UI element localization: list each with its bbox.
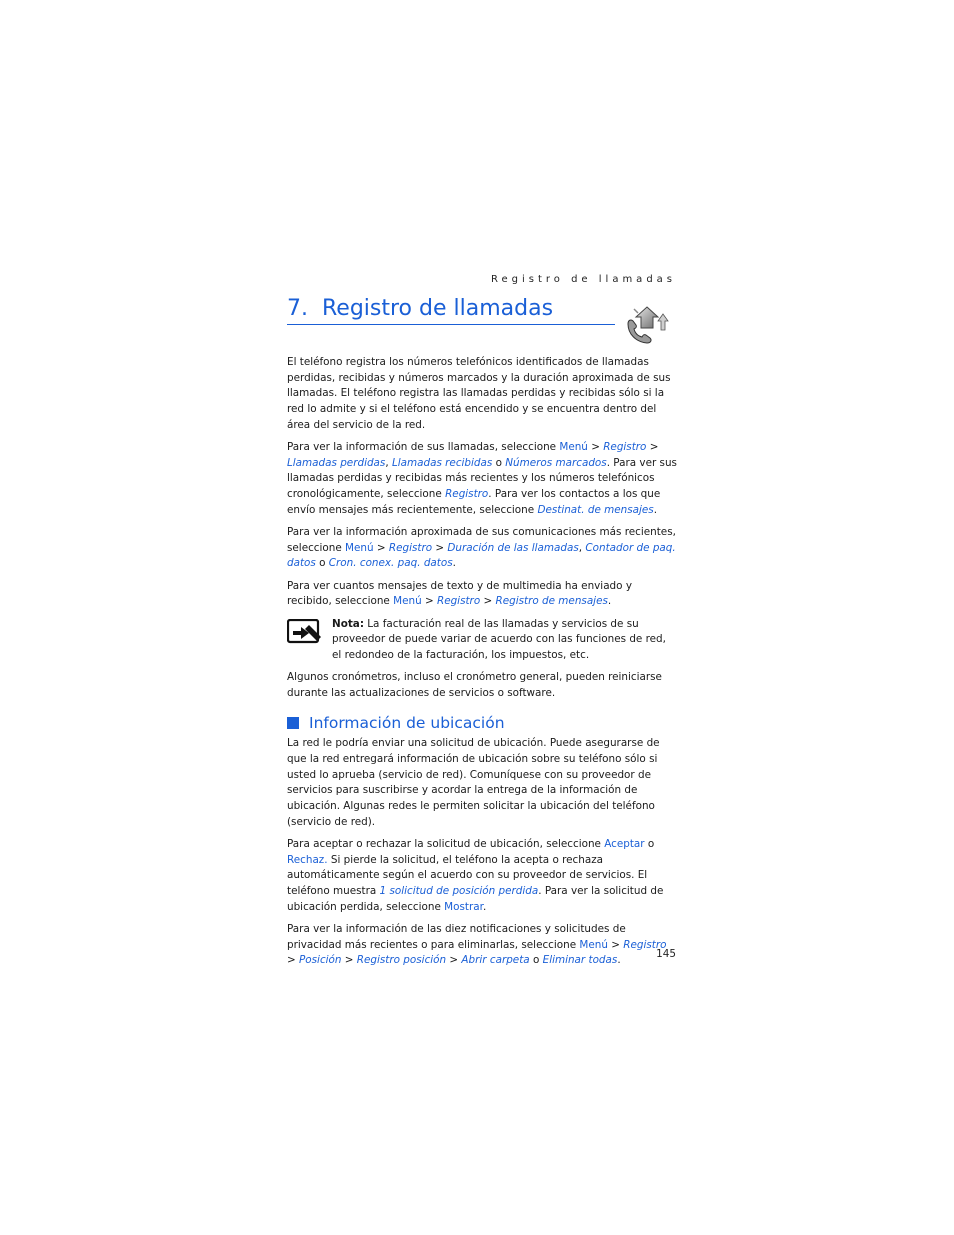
running-head: Registro de llamadas (490, 274, 676, 285)
duracion-llamadas-link[interactable]: Duración de las llamadas (447, 541, 579, 554)
cron-conex-link[interactable]: Cron. conex. paq. datos (328, 557, 453, 570)
rechaz-link[interactable]: Rechaz. (287, 853, 328, 866)
paragraph-location-privacy: Para ver la información de las diez notificaciones y solicitudes de privacidad más recientes o para eliminarlas, seleccione Menú > Registro > Posición > Registro posición > Abrir carpeta o Eliminar todas. (287, 923, 667, 967)
chapter-heading (287, 296, 615, 325)
chapter-number: 7. (287, 296, 308, 321)
note-text: Nota: La facturación real de las llamadas y servicios de su proveedor de puede variar de acuerdo con las funciones de red, el redondeo de la facturación, los impuestos, etc. (332, 617, 666, 661)
chapter-title (287, 296, 615, 321)
paragraph-location-intro: La red le podría enviar una solicitud de ubicación. Puede asegurarse de que la red entregará información de ubicación sobre su teléfono sólo si usted lo aprueba (servicio de red). Comuníquese con su proveedor de servicios para suscribirse y acordar la entrega de la información de ubicación. Algunas redes le permiten solicitar la ubicación del teléfono (servicio de red). (287, 737, 660, 828)
abrir-carpeta-link[interactable]: Abrir carpeta (461, 954, 530, 967)
registro-mensajes-link[interactable]: Registro de mensajes (495, 595, 608, 608)
posicion-link[interactable]: Posición (299, 954, 342, 967)
paragraph-messages: Para ver cuantos mensajes de texto y de multimedia ha enviado y recibido, seleccione Menú > Registro > Registro de mensajes. (287, 579, 632, 608)
llamadas-perdidas-link[interactable]: Llamadas perdidas (287, 456, 386, 469)
paragraph-timers: Algunos cronómetros, incluso el cronómetro general, pueden reiniciarse durante las actualizaciones de servicios o software. (287, 671, 662, 699)
page-content (287, 355, 677, 976)
note-icon (287, 619, 323, 645)
note-label: Nota: (332, 617, 364, 630)
registro-link[interactable]: Registro (603, 441, 647, 454)
menu-link[interactable]: Menú (559, 441, 588, 454)
registro-posicion-link[interactable]: Registro posición (356, 954, 447, 967)
registro-link-2[interactable]: Registro (445, 488, 489, 501)
page-number: 145 (656, 948, 676, 960)
menu-link[interactable]: Menú (579, 938, 608, 951)
solicitud-perdida-link[interactable]: 1 solicitud de posición perdida (379, 885, 539, 898)
registro-link[interactable]: Registro (623, 938, 667, 951)
note-box (287, 617, 677, 664)
mostrar-link[interactable]: Mostrar (444, 900, 483, 913)
destinat-mensajes-link[interactable]: Destinat. de mensajes (537, 503, 654, 516)
numeros-marcados-link[interactable]: Números marcados (505, 456, 607, 469)
contador-paq-datos-link[interactable]: Contador de paq. datos (287, 541, 676, 570)
section-title: Información de ubicación (309, 713, 505, 732)
llamadas-recibidas-link[interactable]: Llamadas recibidas (391, 456, 493, 469)
paragraph-communications: Para ver la información aproximada de sus comunicaciones más recientes, seleccione Menú > Registro > Duración de las llamadas, Contador de paq. datos o Cron. conex. paq. datos. (287, 526, 676, 570)
menu-link[interactable]: Menú (393, 595, 422, 608)
chapter-title-text: Registro de llamadas (322, 296, 554, 321)
section-bullet-icon (287, 717, 299, 729)
section-heading (287, 713, 677, 732)
aceptar-link[interactable]: Aceptar (604, 837, 645, 850)
paragraph-intro: El teléfono registra los números telefónicos identificados de llamadas perdidas, recibidas y números marcados y la duración aproximada de sus llamadas. El teléfono registra las llamadas perdidas y recibidas sólo si la red lo admite y si el teléfono está encendido y se encuentra dentro del área del servicio de la red. (287, 356, 671, 431)
menu-link[interactable]: Menú (345, 541, 374, 554)
eliminar-todas-link[interactable]: Eliminar todas (542, 954, 618, 967)
paragraph-call-log: Para ver la información de sus llamadas, seleccione Menú > Registro > Llamadas perdidas, Llamadas recibidas o Números marcados. Para ver sus llamadas perdidas y recibidas más recientes y los números telefónicos cronológicamente, seleccione Registro. Para ver los contactos a los que envío mensajes más recientemente, seleccione Destinat. de mensajes. (287, 441, 677, 516)
registro-link[interactable]: Registro (436, 595, 481, 608)
paragraph-location-accept: Para aceptar o rechazar la solicitud de ubicación, seleccione Aceptar o Rechaz. Si pierde la solicitud, el teléfono la acepta o rechaza automáticamente según el acuerdo con su proveedor de servicios. El teléfono muestra 1 solicitud de posición perdida. Para ver la solicitud de ubicación perdida, seleccione Mostrar. (287, 837, 664, 913)
registro-link[interactable]: Registro (388, 541, 433, 554)
call-log-icon (625, 304, 669, 346)
